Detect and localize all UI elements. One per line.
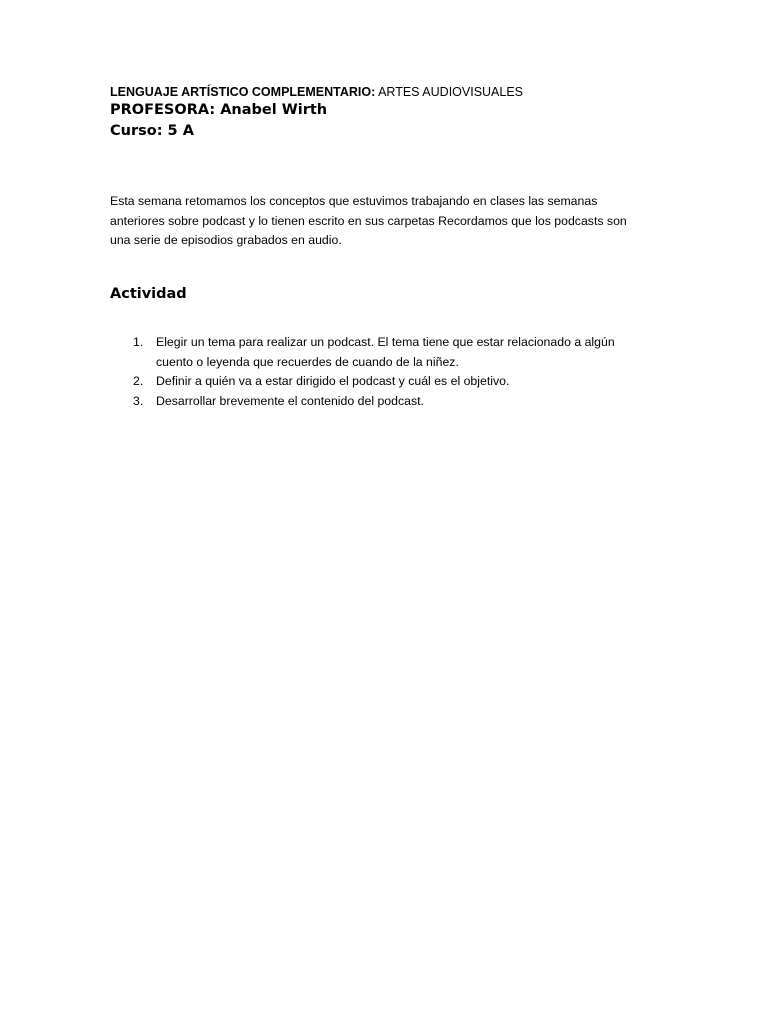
subject-heading	[110, 85, 523, 100]
subject-value: ARTES AUDIOVISUALES	[375, 85, 524, 99]
activity-item-number: 3.	[133, 393, 144, 408]
activity-title: Actividad	[110, 286, 187, 302]
activity-item-number: 1.	[133, 335, 144, 349]
activity-list	[110, 333, 670, 411]
intro-line: Esta semana retomamos los conceptos que estuvimos trabajando en clases las semanas	[110, 194, 598, 208]
activity-item	[110, 333, 670, 372]
course-heading: Curso: 5 A	[110, 123, 194, 139]
intro-paragraph	[110, 192, 670, 251]
activity-item-text: Definir a quién va a estar dirigido el podcast y cuál es el objetivo.	[156, 374, 510, 388]
activity-item	[110, 372, 670, 392]
subject-label: LENGUAJE ARTÍSTICO COMPLEMENTARIO:	[110, 85, 376, 99]
activity-item-text: Elegir un tema para realizar un podcast. El tema tiene que estar relacionado a algún	[156, 335, 615, 349]
intro-line: anteriores sobre podcast y lo tienen escrito en sus carpetas Recordamos que los podcasts son	[110, 213, 627, 228]
activity-item-text: cuento o leyenda que recuerdes de cuando de la niñez.	[156, 354, 459, 369]
activity-item	[110, 392, 670, 412]
activity-item-number: 2.	[133, 374, 144, 388]
intro-line: una serie de episodios grabados en audio.	[110, 233, 342, 247]
activity-item-text: Desarrollar brevemente el contenido del podcast.	[156, 393, 424, 408]
teacher-heading: PROFESORA: Anabel Wirth	[110, 102, 328, 118]
